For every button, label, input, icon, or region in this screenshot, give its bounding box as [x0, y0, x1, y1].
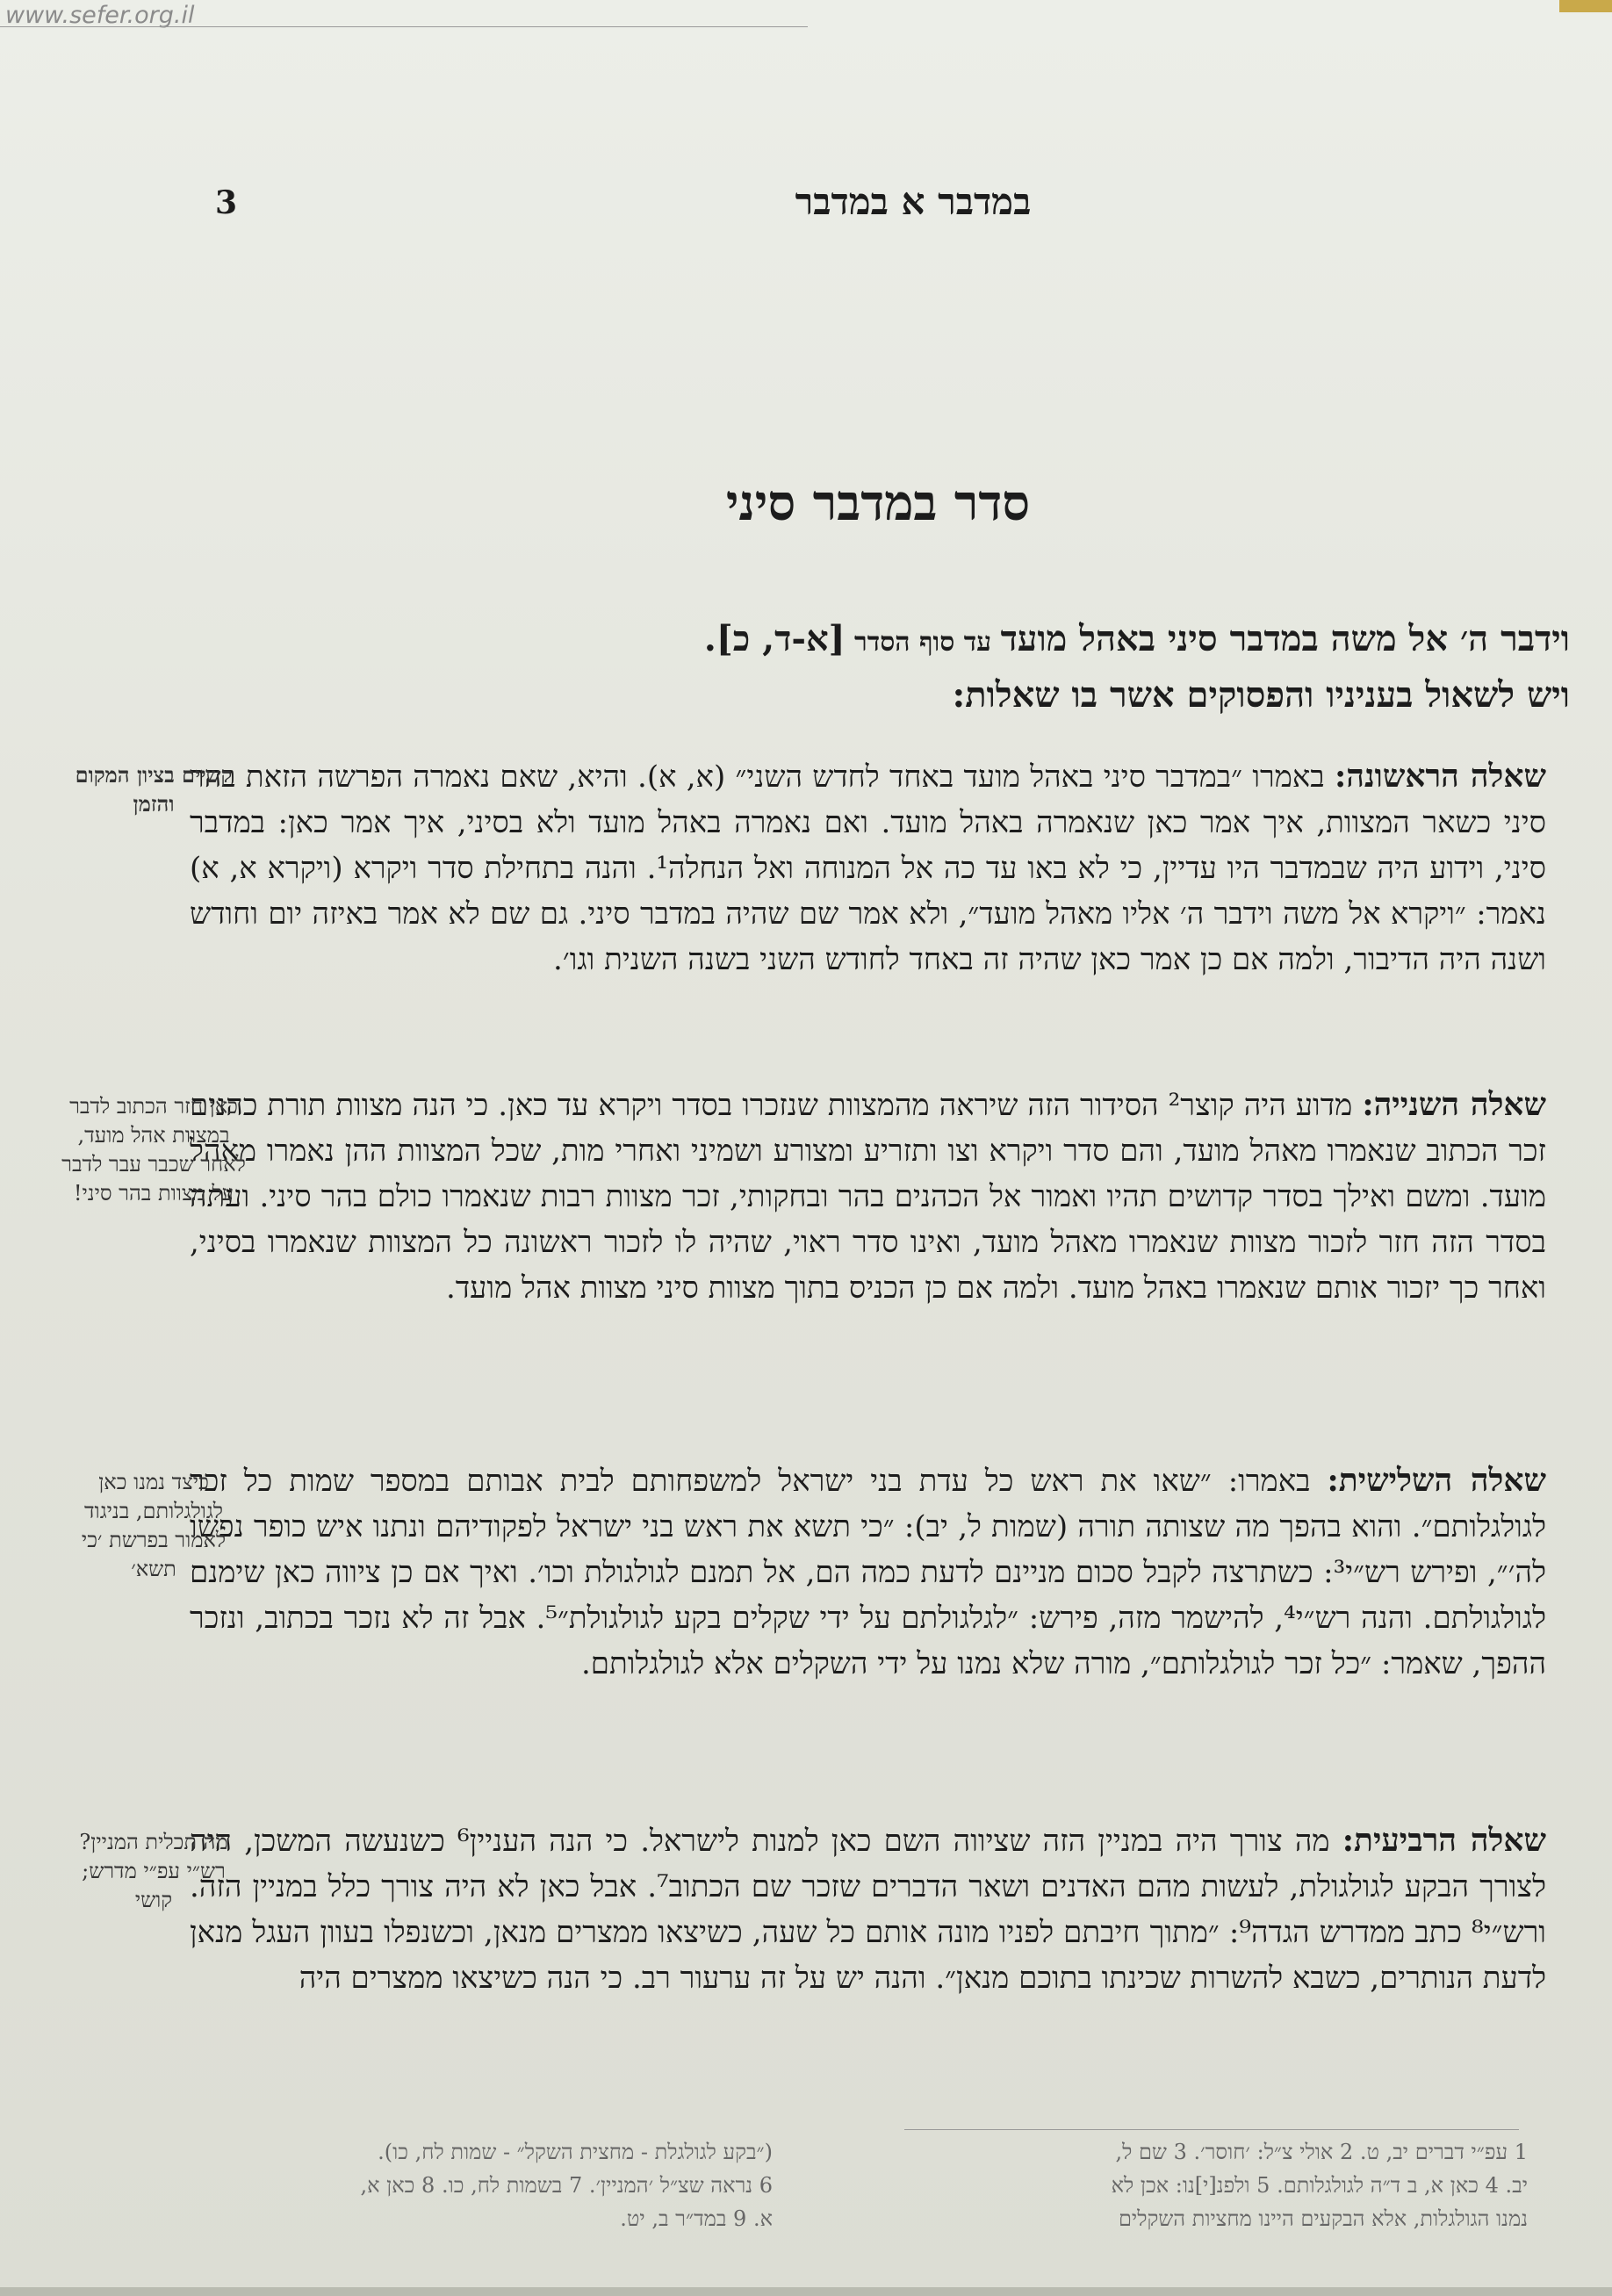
running-head: במדבר א במדבר — [795, 180, 1032, 223]
corner-tab — [1559, 0, 1612, 12]
footnotes — [70, 2135, 1528, 2241]
footnote-line: 1 עפ״י דברים יב, ט. 2 אולי צ״ל: ׳חוסר׳. 3 שם ל, — [1115, 2140, 1528, 2164]
footnote-line: נמנו הגולגלות, אלא הבקעים היינו מחציות השקלים — [1118, 2206, 1528, 2231]
question-text: מדוע היה קוצר² הסידור הזה שיראה מהמצוות שנזכרו בסדר ויקרא עד כאן. כי הנה מצוות תורת כהנים זכר הכתוב שנאמרו מאהל מועד, והם סדר ויקרא וצו ותזריע ומצורע ושמיני ואחרי מות, שכל המצוות ההן נאמרו מאהל מועד. ומשם ואילך בסדר קדושים תהיו ואמור אל הכהנים בהר ובחקותי, זכר מצוות רבות שנאמרו כולם בהר סיני. ועתה בסדר הזה חזר לזכור מצוות שנאמרו מאהל מועד, ואינו סדר ראוי, שהיה לו לזכור ראשונה כל המצוות שנאמרו בסיני, ואחר כך יזכור אותם שנאמרו באהל מועד. ולמה אם כן הכניס בתוך מצוות סיני מצוות אהל מועד. — [190, 1088, 1546, 1306]
watermark: www.sefer.org.il — [5, 2, 195, 29]
question-1 — [190, 753, 1546, 982]
question-3 — [190, 1457, 1546, 1687]
footnote-line: יב. 4 כאן א, ב ד״ה לגולגלותם. 5 ולפנ[י]נו: אכן לא — [1111, 2173, 1528, 2198]
margin-note: כיצד נמנו כאן לגולגלותם, בניגוד לאמור בפרשת ׳כי תשא׳ — [81, 1470, 227, 1581]
question-label: שאלה הראשונה: — [1334, 758, 1546, 795]
question-label: שאלה הרביעית: — [1342, 1822, 1546, 1859]
margin-note: כאן חזר הכתוב לדבר במצוות אהל מועד, לאחר שכבר עבר לדבר על מצוות בהר סיני! — [61, 1094, 246, 1206]
top-divider — [0, 26, 808, 27]
question-text: באמרו: ״שאו את ראש כל עדת בני ישראל למשפחותם לבית אבותם במספר שמות כל זכר לגולגלותם״. והוא בהפך מה שצותה תורה (שמות ל, יב): ״כי תשא את ראש בני ישראל לפקודיהם ונתנו איש כופר נפשו לה׳״, ופירש רש״י³: כשתרצה לקבל סכום מניינם לדעת כמה הם, אל תמנם לגולגולת וכו׳. ואיך אם כן ציווה כאן שימנם לגולגולתם. והנה רש״י⁴, להישמר מזה, פירש: ״לגלגולתם על ידי שקלים בקע לגולגולת״⁵. אבל זה לא נזכר בכתוב, ונזכר ההפך, שאמר: ״כל זכר לגולגלותם״, מורה שלא נמנו על ידי השקלים אלא לגולגלותם. — [190, 1464, 1547, 1681]
opening-small: עד סוף הסדר — [845, 627, 1001, 658]
opening-line2: ויש לשאול בעניניו והפסוקים אשר בו שאלות: — [952, 674, 1570, 716]
footnote-line: (״בקע לגולגלת - מחצית השקל״ - שמות לח, כו). — [378, 2140, 773, 2164]
margin-note: מה תכלית המניין? רש״י עפ״י מדרש; קושי — [79, 1830, 228, 1912]
page-bottom-edge — [0, 2287, 1612, 2296]
opening-main: וידבר ה׳ אל משה במדבר סיני באהל מועד — [1000, 618, 1570, 659]
question-label: שאלה השנייה: — [1362, 1086, 1547, 1123]
opening-verse — [376, 613, 1570, 722]
section-title: סדר במדבר סיני — [725, 474, 1031, 532]
footnote-line: 6 נראה שצ״ל ׳המניין׳. 7 בשמות לח, כו. 8 כאן א, — [360, 2173, 773, 2198]
question-2 — [190, 1082, 1546, 1311]
question-4 — [190, 1817, 1546, 2001]
question-label: שאלה השלישית: — [1327, 1462, 1546, 1499]
footnote-divider — [904, 2129, 1519, 2130]
page-number: 3 — [215, 184, 238, 221]
question-text: באמרו ״במדבר סיני באהל מועד באחד לחדש השני״ (א, א). והיא, שאם נאמרה הפרשה הזאת בהר סיני כשאר המצוות, איך אמר כאן שנאמרה באהל מועד. ואם נאמרה באהל מועד ולא בסיני, איך אמר כאן: במדבר סיני, וידוע היה שבמדבר היו עדיין, כי לא באו עד כה אל המנוחה ואל הנחלה¹. והנה בתחילת סדר ויקרא (ויקרא א, א) נאמר: ״ויקרא אל משה וידבר ה׳ אליו מאהל מועד״, ולא אמר שם שהיה במדבר סיני. גם שם לא אמר באיזה יום וחודש ושנה היה הדיבור, ולמה אם כן אמר כאן שהיה זה באחד לחודש השני בשנה השנית וגו׳. — [190, 759, 1546, 977]
question-text: מה צורך היה במניין הזה שציווה השם כאן למנות לישראל. כי הנה העניין⁶ כשנעשה המשכן, היה לצורך הבקע לגולגולת, לעשות מהם האדנים ושאר הדברים שזכר שם הכתוב⁷. אבל כאן לא היה צורך כלל במניין הזה. ורש״י⁸ כתב ממדרש הגדה⁹: ״מתוך חיבתם לפניו מונה אותם כל שעה, כשיצאו ממצרים מנאן, וכשנפלו בעוון העגל מנאן לדעת הנותרים, כשבא להשרות שכינתו בתוכם מנאן״. והנה יש על זה ערעור רב. כי הנה כשיצאו ממצרים היה — [190, 1824, 1546, 1996]
margin-note: קשיים בציון המקום והזמן — [75, 762, 233, 817]
footnote-line: א. 9 במד״ר ב, יט. — [620, 2206, 773, 2231]
opening-ref: [א-ד, כ]. — [703, 618, 846, 659]
